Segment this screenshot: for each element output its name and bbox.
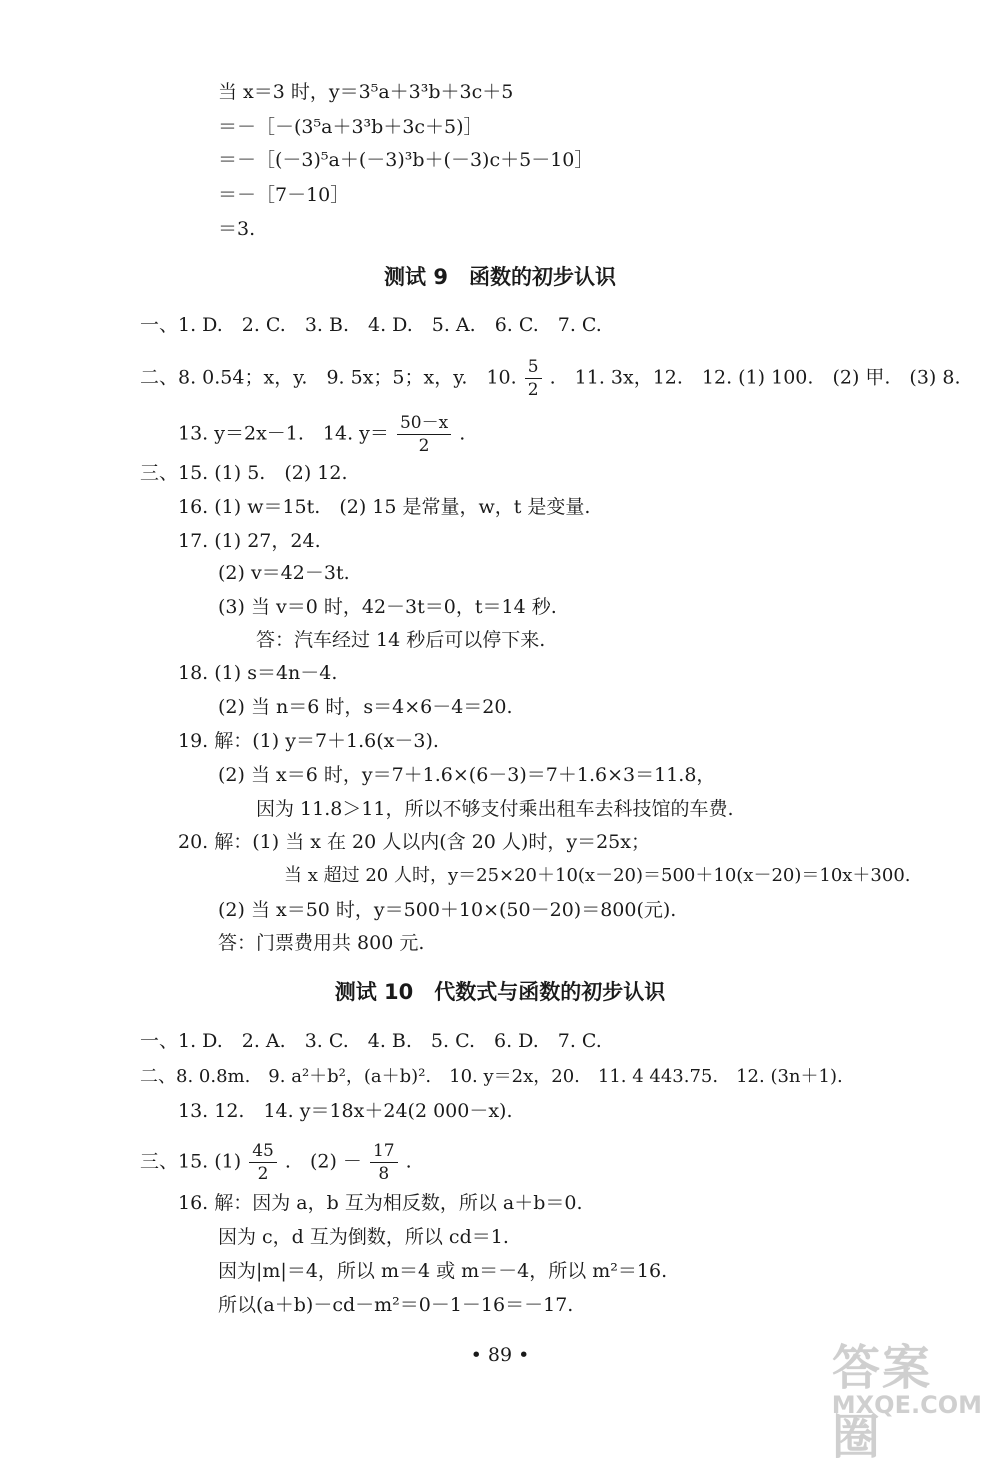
watermark-url: MXQE.COM [831, 1391, 982, 1419]
text-line: 因为|m|＝4，所以 m＝4 或 m＝－4，所以 m²＝16. [218, 1260, 668, 1282]
text-line: (2) v＝42－3t. [218, 562, 350, 584]
text-line: 三、15. (1) $\frac{45}{2}$ . (2) － $\frac{17}{8}$ . [140, 1141, 412, 1184]
watermark-text: 答案圈 [832, 1340, 933, 1465]
text-line: 因为 c，d 互为倒数，所以 cd＝1. [218, 1226, 509, 1248]
text-line: 18. (1) s＝4n－4. [178, 662, 338, 684]
fraction: $\frac{5}{2}$ [525, 356, 542, 401]
text-line: 一、1. D. 2. C. 3. B. 4. D. 5. A. 6. C. 7. C. [140, 314, 602, 336]
text-line: ＝－［7－10］ [218, 184, 350, 206]
text-line: ＝－［－(3⁵a＋3³b＋3c＋5)］ [218, 116, 483, 138]
page-number: • 89 • [470, 1344, 530, 1366]
text-line: 答：汽车经过 14 秒后可以停下来. [256, 629, 546, 651]
fraction: $\frac{45}{2}$ [249, 1140, 277, 1185]
text-line: (2) 当 x＝6 时，y＝7＋1.6×(6－3)＝7＋1.6×3＝11.8， [218, 764, 716, 786]
text-line: ＝－［(－3)⁵a＋(－3)³b＋(－3)c＋5－10］ [218, 149, 594, 171]
text-line: 二、8. 0.54；x，y. 9. 5x；5；x，y. 10. $\frac{5}{2}$ . 11. 3x，12. 12. (1) 100. (2) 甲. (3) 8. [140, 357, 961, 400]
text-line: (2) 当 x＝50 时，y＝500＋10×(50－20)＝800(元). [218, 899, 677, 921]
fraction: $\frac{50-x}{2}$ [397, 412, 451, 457]
text-line: ＝3. [218, 218, 256, 240]
text-line: 20. 解：(1) 当 x 在 20 人以内(含 20 人)时，y＝25x； [178, 831, 650, 853]
text-line: 19. 解：(1) y＝7＋1.6(x－3). [178, 730, 439, 752]
text-line: 17. (1) 27，24. [178, 530, 321, 552]
section-heading-test10: 测试 10 代数式与函数的初步认识 [334, 980, 666, 1004]
text-line: (2) 当 n＝6 时，s＝4×6－4＝20. [218, 696, 513, 718]
text-line: 13. y＝2x－1. 14. y＝ $\frac{50-x}{2}$ . [178, 413, 466, 456]
text-line: (3) 当 v＝0 时，42－3t＝0，t＝14 秒. [218, 596, 557, 618]
text-line: 答：门票费用共 800 元. [218, 932, 425, 954]
text-line: 13. 12. 14. y＝18x＋24(2 000－x). [178, 1100, 513, 1122]
text-line: 16. (1) w＝15t. (2) 15 是常量，w，t 是变量. [178, 496, 591, 518]
text-line: 16. 解：因为 a，b 互为相反数，所以 a＋b＝0. [178, 1192, 583, 1214]
text-line: 三、15. (1) 5. (2) 12. [140, 462, 348, 484]
watermark-logo [831, 1329, 982, 1465]
text-line: 当 x 超过 20 人时，y＝25×20＋10(x－20)＝500＋10(x－20)＝10x＋300. [284, 865, 911, 886]
fraction: $\frac{17}{8}$ [370, 1140, 398, 1185]
text-line: 一、1. D. 2. A. 3. C. 4. B. 5. C. 6. D. 7. C. [140, 1030, 602, 1052]
text-line: 因为 11.8＞11，所以不够支付乘出租车去科技馆的车费. [256, 798, 734, 820]
text-line: 所以(a＋b)－cd－m²＝0－1－16＝－17. [218, 1294, 574, 1316]
section-heading-test9: 测试 9 函数的初步认识 [384, 265, 616, 289]
text-line: 当 x＝3 时，y＝3⁵a＋3³b＋3c＋5 [218, 81, 514, 103]
text-line: 二、8. 0.8m. 9. a²＋b²，(a＋b)². 10. y＝2x，20. 11. 4 443.75. 12. (3n＋1). [140, 1066, 843, 1087]
